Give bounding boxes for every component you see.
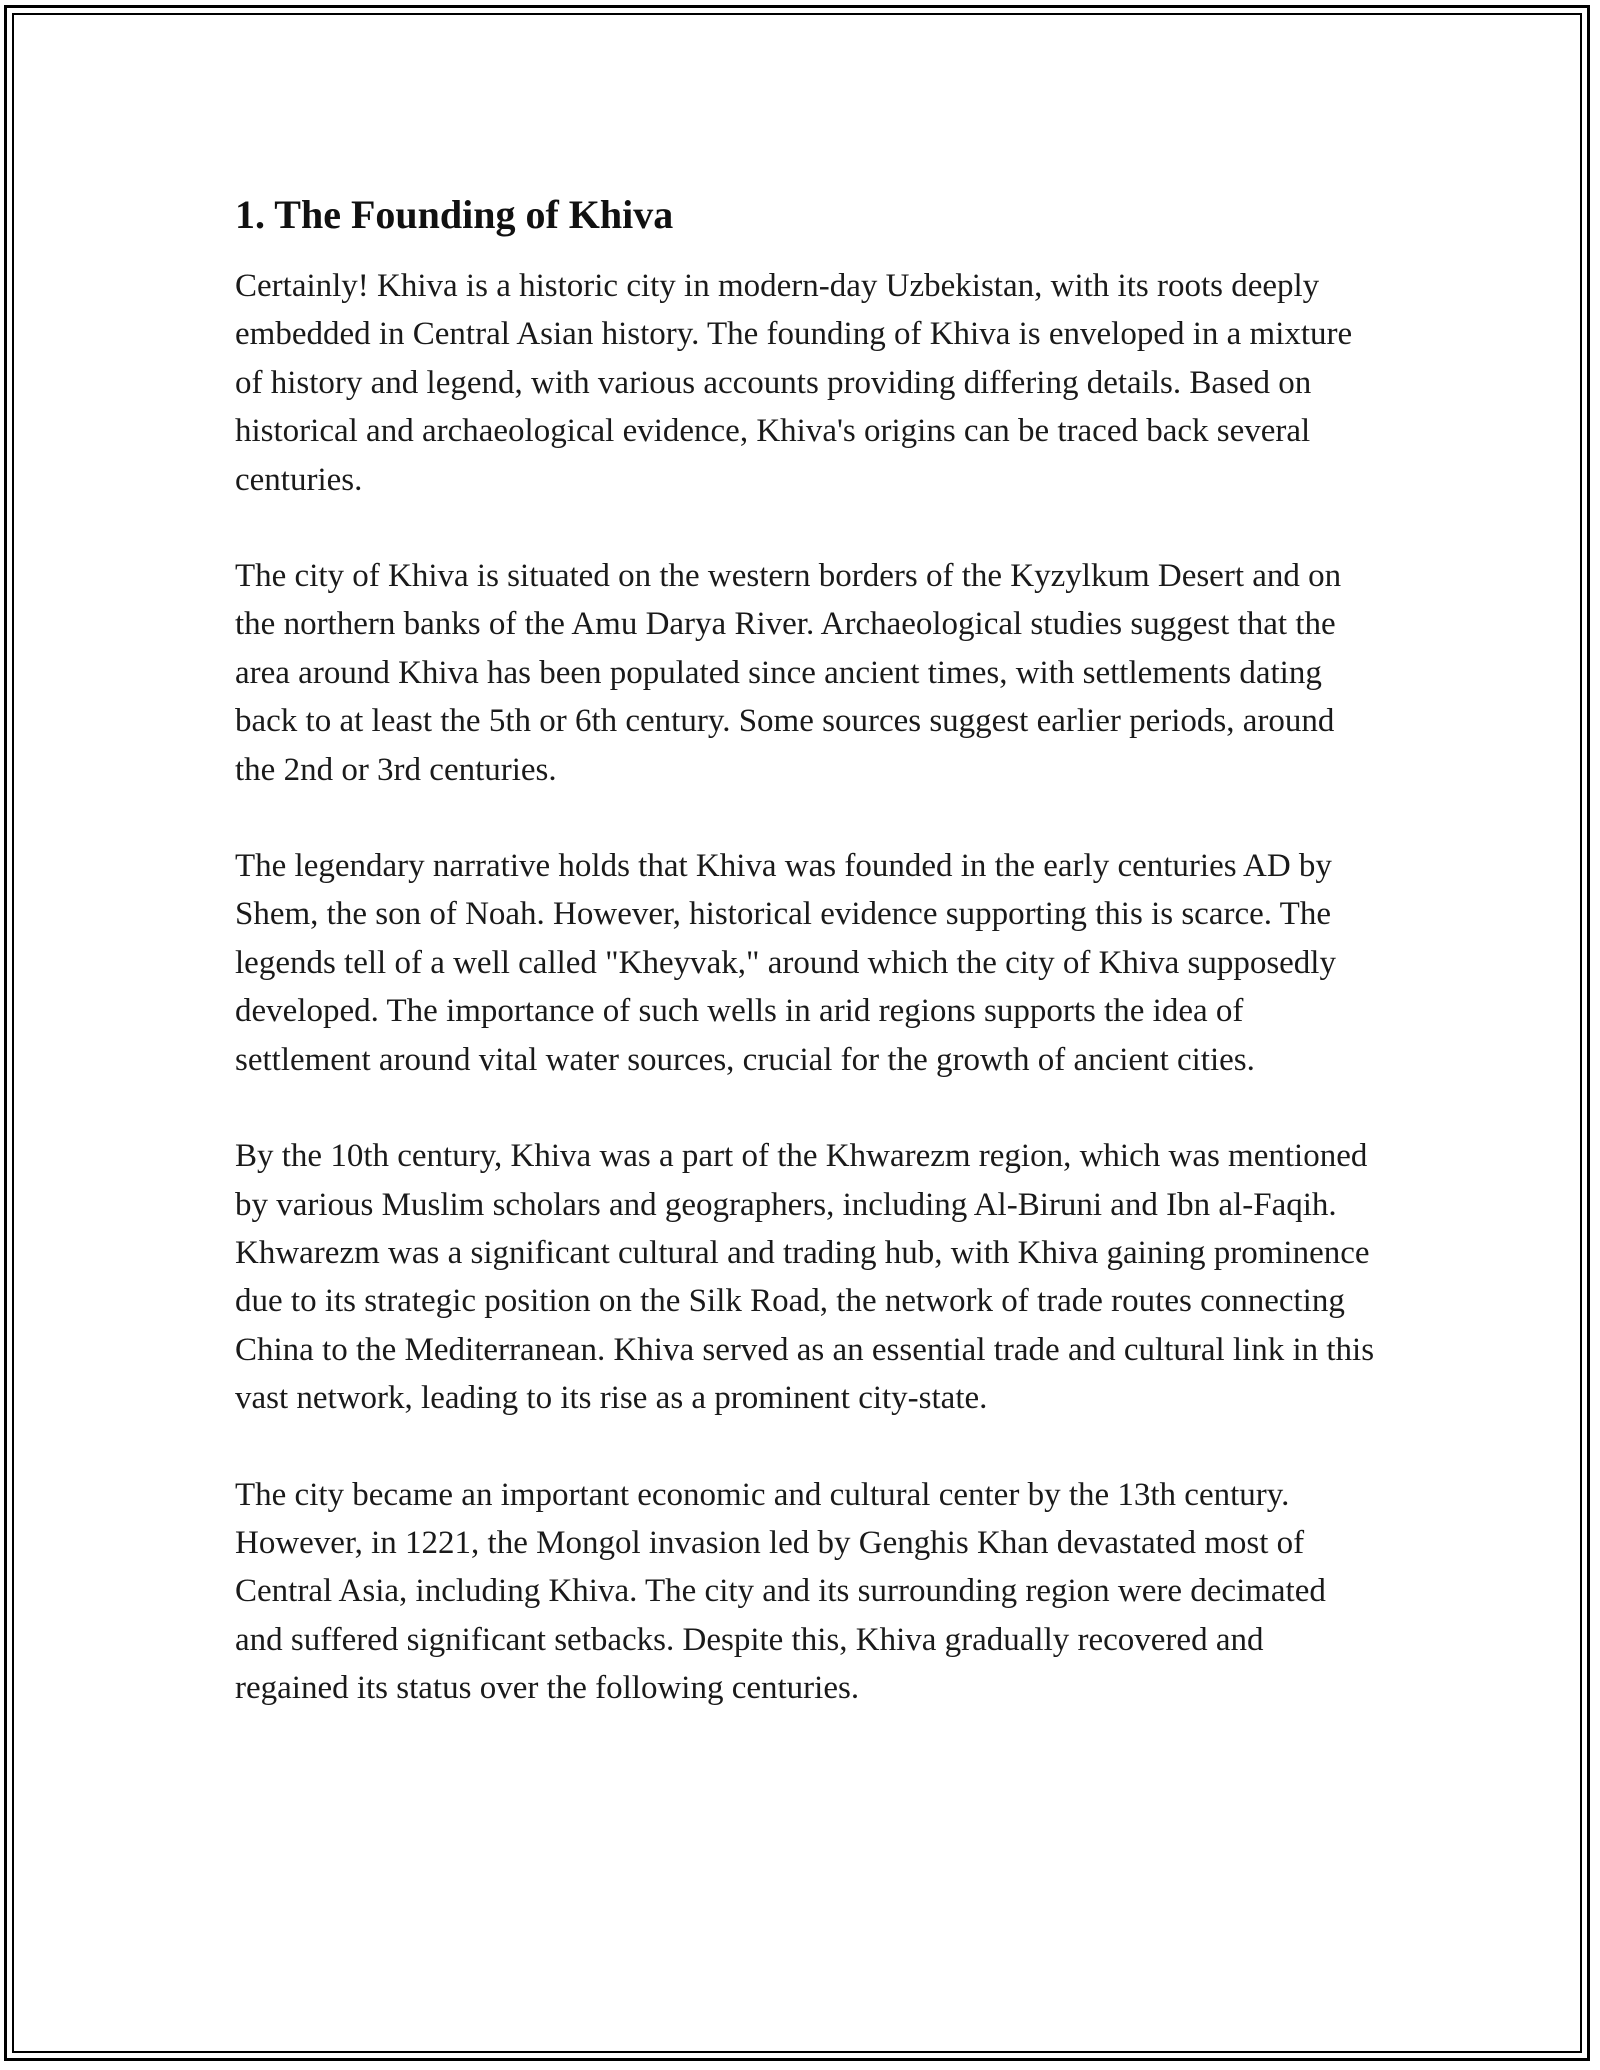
section-title: 1. The Founding of Khiva xyxy=(235,192,674,237)
paragraph-2: The city of Khiva is situated on the western borders of the Kyzylkum Desert and on the northern banks of the Amu Darya River. Archaeological studies suggest that the area around Khiva has been populated since ancient times, with settlements dating back to at least the 5th or 6th century. Some sources suggest earlier periods, around the 2nd or 3rd centuries. xyxy=(235,558,1342,788)
document-body xyxy=(235,190,1375,1761)
paragraph-3: The legendary narrative holds that Khiva was founded in the early centuries AD by Shem, the son of Noah. However, historical evidence supporting this is scarce. The legends tell of a well called "Kheyvak," around which the city of Khiva supposedly developed. The importance of such wells in arid regions supports the idea of settlement around vital water sources, crucial for the growth of ancient cities. xyxy=(235,848,1336,1078)
paragraph-5: The city became an important economic and cultural center by the 13th century. However, in 1221, the Mongol invasion led by Genghis Khan devastated most of Central Asia, including Khiva. The city and its surrounding region were decimated and suffered significant setbacks. Despite this, Khiva gradually recovered and regained its status over the following centuries. xyxy=(235,1476,1326,1707)
paragraph-4: By the 10th century, Khiva was a part of the Khwarezm region, which was mentioned by various Muslim scholars and geographers, including Al-Biruni and Ibn al-Faqih. Khwarezm was a significant cultural and trading hub, with Khiva gaining prominence due to its strategic position on the Silk Road, the network of trade routes connecting China to the Mediterranean. Khiva served as an essential trade and cultural link in this vast network, leading to its rise as a prominent city-state. xyxy=(235,1138,1375,1417)
paragraph-1: Certainly! Khiva is a historic city in modern-day Uzbekistan, with its roots deeply embedded in Central Asian history. The founding of Khiva is enveloped in a mixture of history and legend, with various accounts providing differing details. Based on historical and archaeological evidence, Khiva's origins can be traced back several centuries. xyxy=(235,268,1353,498)
